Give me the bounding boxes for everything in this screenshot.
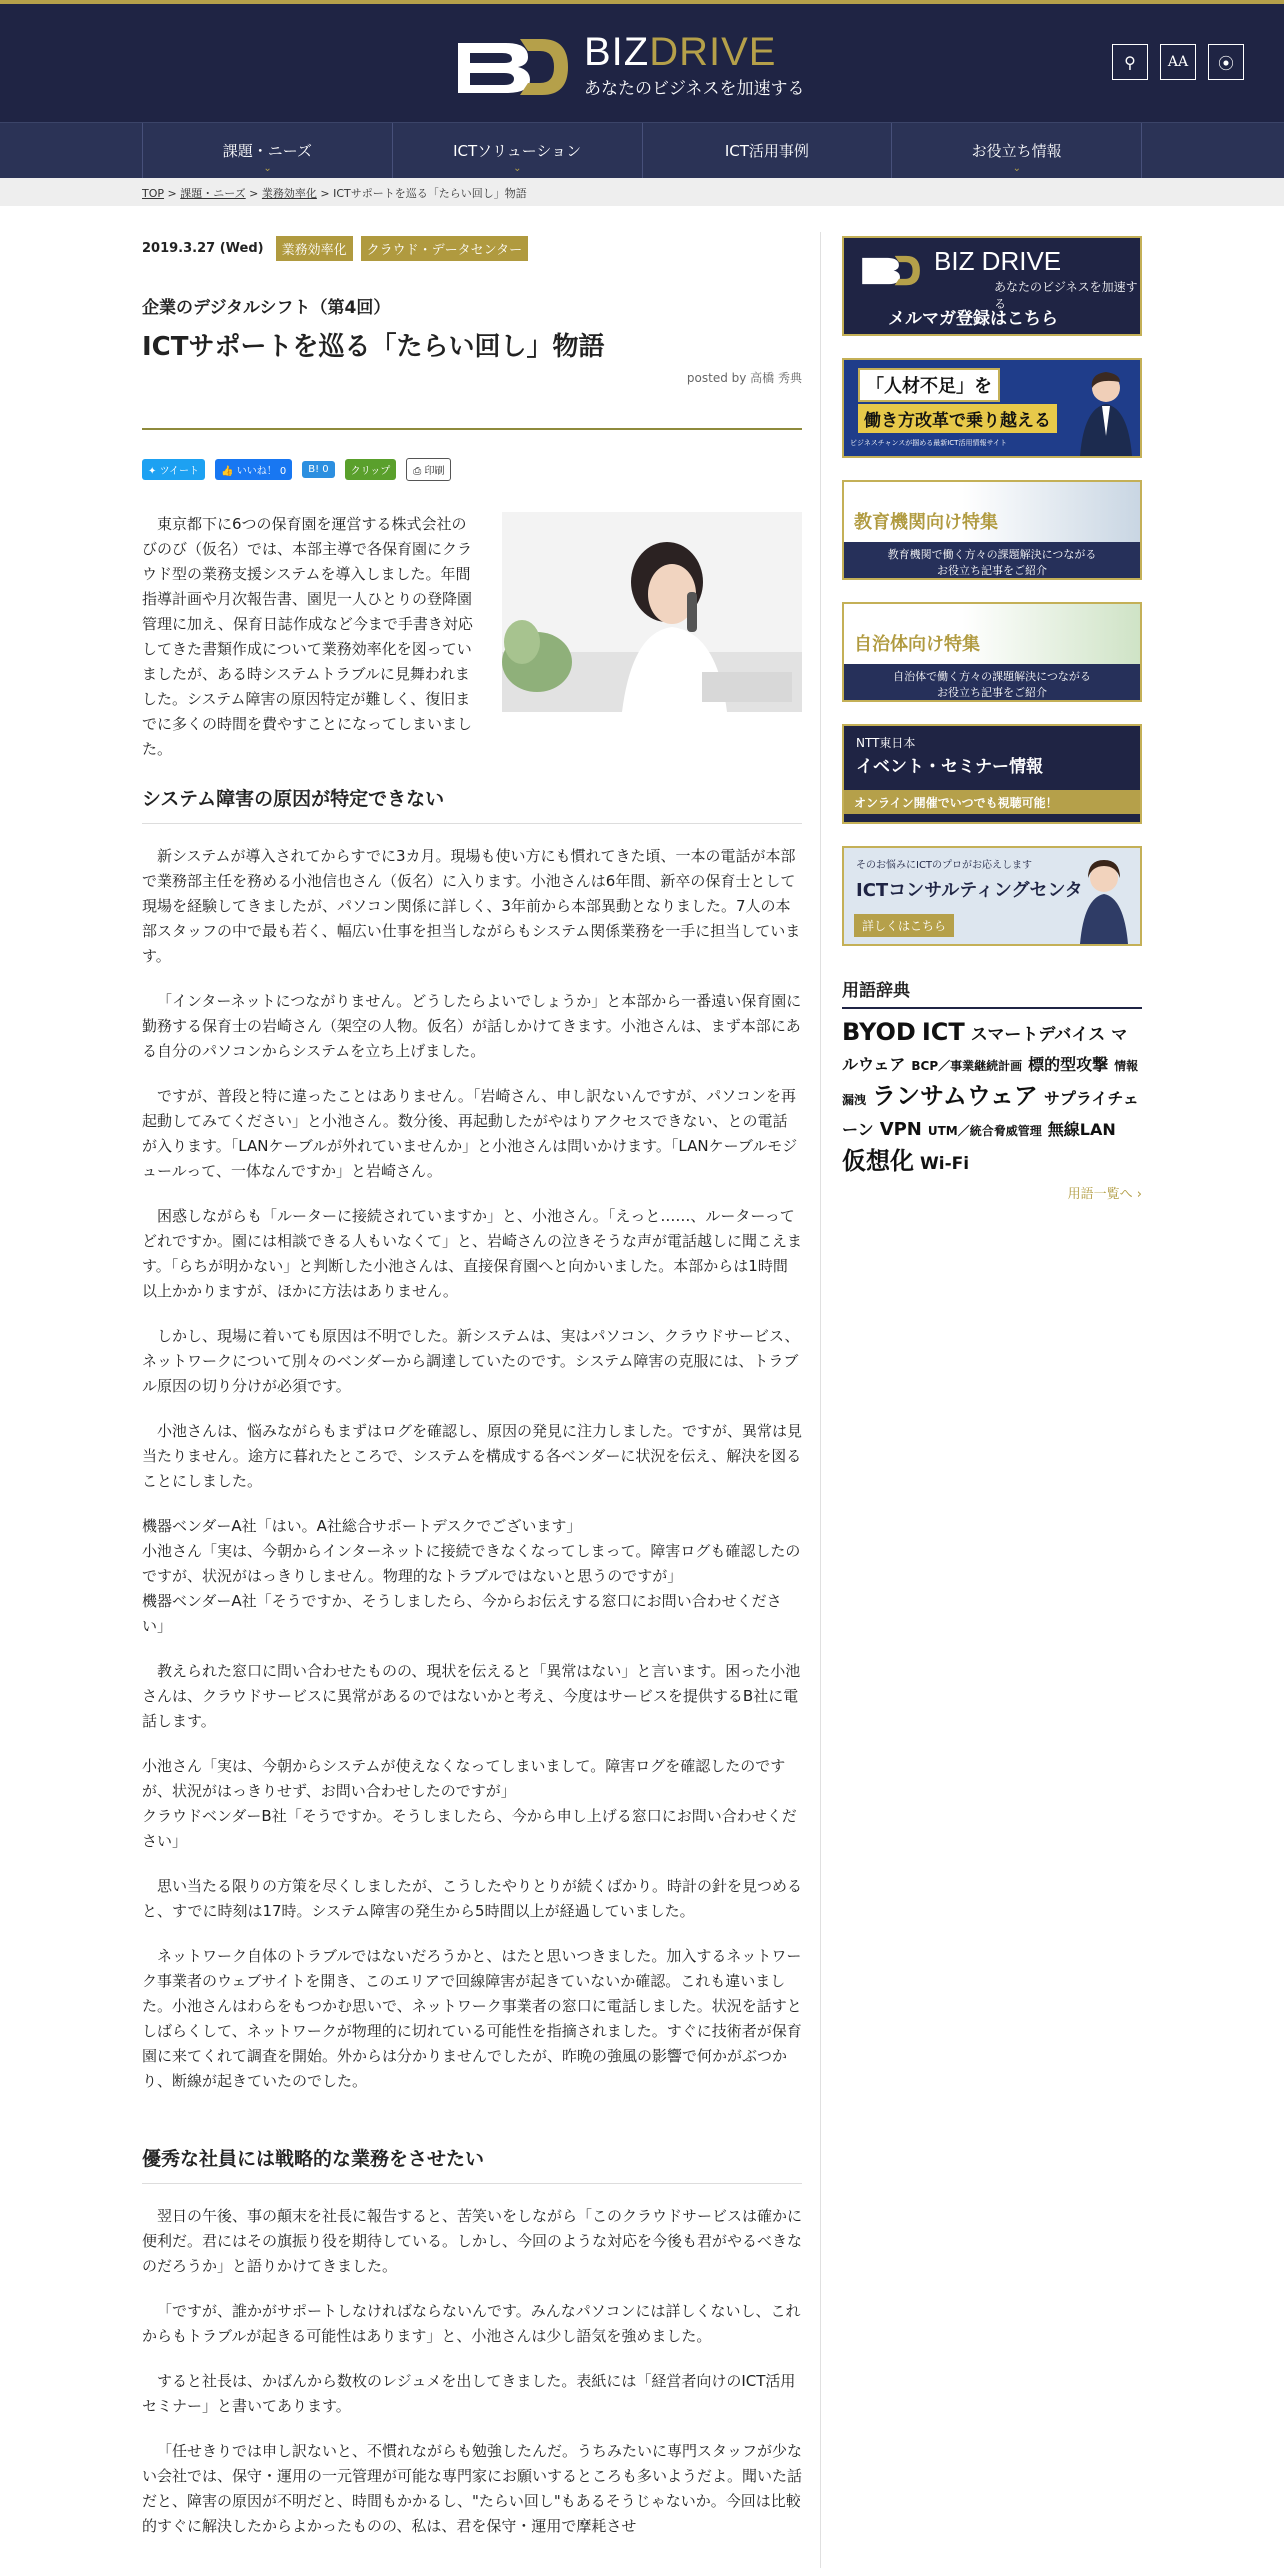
breadcrumb-current: ICTサポートを巡る「たらい回し」物語 <box>333 187 527 200</box>
printer-icon: ⎙ <box>413 465 425 477</box>
banner-line: 教育機関向け特集 <box>854 512 998 533</box>
like-button[interactable]: 👍 いいね！ 0 <box>215 459 292 480</box>
glossary-title: 用語辞典 <box>842 976 1142 1009</box>
banner-line: BIZ DRIVE <box>934 246 1062 276</box>
glossary-term[interactable]: Wi-Fi <box>920 1154 970 1174</box>
chevron-down-icon: ⌄ <box>263 163 272 174</box>
share-bar <box>142 458 802 480</box>
title-divider <box>142 428 802 430</box>
section-heading: 優秀な社員には戦略的な業務をさせたい <box>142 2144 802 2184</box>
breadcrumb-top[interactable]: TOP <box>142 187 165 200</box>
body-paragraph: ですが、普段と特に違ったことはありません。「岩崎さん、申し訳ないんですが、パソコンを再起動してみてください」と小池さん。数分後、再起動したがやはりアクセスできない、との電話が入ります。「LANケーブルが外れていませんか」と小池さんは問いかけます。「LANケーブルモジュールって、一体なんですか」と岩崎さん。 <box>142 1087 798 1180</box>
dialog-line: 小池さん「実は、今朝からシステムが使えなくなってしまいまして。障害ログを確認したのですが、状況がはっきりせず、お問い合わせしたのですが」 <box>142 1757 786 1800</box>
glossary-term[interactable]: BCP／事業継続計画 <box>911 1059 1023 1073</box>
nav-label: ICTソリューション <box>453 142 582 160</box>
banner-line: 働き方改革で乗り越える <box>858 404 1057 433</box>
article-photo <box>502 512 802 712</box>
tag-badge[interactable]: クラウド・データセンター <box>361 236 528 261</box>
global-nav <box>0 122 1284 178</box>
glossary-more-link[interactable]: 用語一覧へ › <box>1067 1187 1142 1202</box>
banner-line: あなたのビジネスを加速する <box>994 280 1138 311</box>
body-paragraph: 「インターネットにつながりません。どうしたらよいでしょうか」と本部から一番遠い保育園に勤務する保育士の岩崎さん（架空の人物。仮名）が話しかけてきます。小池さんは、まず本部にある自分のパソコンからシステムを立ち上げました。 <box>142 992 802 1060</box>
banner-line: 「人材不足」を <box>858 368 1000 402</box>
clip-button[interactable]: クリップ <box>345 459 397 480</box>
banner-workstyle[interactable] <box>842 358 1142 458</box>
body-paragraph: 新システムが導入されてからすでに3カ月。現場も使い方にも慣れてきた頃、一本の電話が本部で業務部主任を務める小池信也さん（仮名）に入ります。小池さんは6年間、新卒の保育士として現場を経験してきましたが、パソコン関係に詳しく、3年前から本部異動となりました。7人の本部スタッフの中で最も若く、幅広い仕事を担当しながらもシステム関係業務を一手に担当しています。 <box>142 847 801 965</box>
search-icon: ⚲ <box>1124 52 1136 72</box>
nav-label: 課題・ニーズ <box>222 142 312 160</box>
dialog-line: クラウドベンダーB社「そうですか。そうしましたら、今から申し上げる窓口にお問い合わせください」 <box>142 1807 797 1850</box>
twitter-icon: ✦ <box>148 465 160 477</box>
nav-label: ICT活用事例 <box>724 142 809 160</box>
nav-item-info[interactable] <box>892 123 1142 178</box>
glossary-term[interactable]: ランサムウェア <box>872 1082 1038 1110</box>
nav-item-needs[interactable] <box>143 123 393 178</box>
body-paragraph: 思い当たる限りの方策を尽くしましたが、こうしたやりとりが続くばかり。時計の針を見つめると、すでに時刻は17時。システム障害の発生から5時間以上が経過していました。 <box>142 1877 803 1920</box>
banner-line: 詳しくはこちら <box>854 914 954 937</box>
banner-line: 自治体向け特集 <box>854 634 980 655</box>
body-paragraph: 「ですが、誰かがサポートしなければならないんです。みんなパソコンには詳しくないし、これからもトラブルが起きる可能性はあります」と、小池さんは少し語気を強めました。 <box>142 2302 801 2345</box>
banner-line: イベント・セミナー情報 <box>856 757 1043 777</box>
banner-events[interactable] <box>842 724 1142 824</box>
logo-biz: BIZ <box>584 30 650 74</box>
glossary-term[interactable]: 仮想化 <box>842 1147 914 1175</box>
dialog-block <box>142 1754 802 1854</box>
banner-line: そのお悩みにICTのプロがお応えします <box>856 860 1033 871</box>
dialog-line: 小池さん「実は、今朝からインターネットに接続できなくなってしまって。障害ログも確認したのですが、状況がはっきりしません。物理的なトラブルではないと思うのですが」 <box>142 1542 801 1585</box>
glossary-term[interactable]: UTM／統合脅威管理 <box>927 1124 1042 1138</box>
thumbs-up-icon: 👍 <box>221 465 237 477</box>
banner-line: オンライン開催でいつでも視聴可能！ <box>854 796 1058 810</box>
dialog-line: 機器ベンダーA社「はい。A社総合サポートデスクでございます」 <box>142 1517 582 1535</box>
body-paragraph: ネットワーク自体のトラブルではないだろうかと、はたと思いつきました。加入するネットワーク事業者のウェブサイトを開き、このエリアで回線障害が起きていないか確認。これも違いました。小池さんはわらをもつかむ思いで、ネットワーク事業者の窓口に電話しました。状況を話すとしばらくして、ネットワークが物理的に切れている可能性を指摘されました。すぐに技術者が保育園に来てくれて調査を開始。外からは分かりませんでしたが、昨晩の強風の影響で何かがぶつかり、断線が起きていたのでした。 <box>142 1947 802 2090</box>
body-paragraph: 翌日の午後、事の顛末を社長に報告すると、苦笑いをしながら「このクラウドサービスは確かに便利だ。君にはその旗振り役を期待している。しかし、今回のような対応を今後も君がやるべきなのだろうか」と語りかけてきました。 <box>142 2207 803 2275</box>
logo-tagline: あなたのビジネスを加速する <box>584 79 805 99</box>
header-buttons <box>1112 44 1244 80</box>
author-line: posted by 高橋 秀典 <box>686 371 802 385</box>
hatena-button[interactable]: B! 0 <box>302 461 334 478</box>
breadcrumb-cat2[interactable]: 業務効率化 <box>261 187 317 200</box>
section-heading: システム障害の原因が特定できない <box>142 784 802 824</box>
chevron-down-icon: ⌄ <box>513 163 522 174</box>
search-button[interactable] <box>1112 44 1148 80</box>
nav-item-solutions[interactable] <box>393 123 643 178</box>
site-header <box>0 4 1284 122</box>
nav-item-cases[interactable] <box>643 123 893 178</box>
site-logo[interactable] <box>450 32 805 99</box>
glossary-term[interactable]: 情報漏洩 <box>842 1059 1139 1107</box>
chevron-right-icon: › <box>1136 1187 1142 1202</box>
share-icon: ⦿ <box>1217 53 1234 73</box>
sidebar <box>842 236 1142 1202</box>
banner-municipality[interactable] <box>842 602 1142 702</box>
share-button[interactable] <box>1208 44 1244 80</box>
tweet-button[interactable]: ✦ ツイート <box>142 459 205 480</box>
banner-line: メルマガ登録はこちら <box>888 309 1058 329</box>
banner-consulting[interactable] <box>842 846 1142 946</box>
banner-line: ICTコンサルティングセンタ <box>856 880 1083 901</box>
page-title: ICTサポートを巡る「たらい回し」物語 <box>142 332 605 362</box>
banner-line: NTT東日本 <box>856 736 916 750</box>
body-paragraph: すると社長は、かばんから数枚のレジュメを出してきました。表紙には「経営者向けのICT活用セミナー」と書いてあります。 <box>142 2372 796 2415</box>
banner-line: 教育機関で働く方々の課題解決につながる <box>887 548 1097 561</box>
article <box>142 232 802 2539</box>
banner-line: お役立ち記事をご紹介 <box>937 564 1047 577</box>
series-title: 企業のデジタルシフト（第4回） <box>142 298 391 318</box>
tag-badge[interactable]: 業務効率化 <box>276 236 353 261</box>
glossary-term[interactable]: サプライチェーン <box>842 1089 1139 1139</box>
banner-line: 自治体で働く方々の課題解決につながる <box>893 670 1091 683</box>
glossary-term[interactable]: 無線LAN <box>1047 1120 1116 1139</box>
banner-line: お役立ち記事をご紹介 <box>937 686 1047 699</box>
body-paragraph: 教えられた窓口に問い合わせたものの、現状を伝えると「異常はない」と言います。困った小池さんは、クラウドサービスに異常があるのではないかと考え、今度はサービスを提供するB社に電話します。 <box>142 1662 801 1730</box>
body-paragraph: しかし、現場に着いても原因は不明でした。新システムは、実はパソコン、クラウドサービス、ネットワークについて別々のベンダーから調達していたのです。システム障害の克服には、トラブル原因の切り分けが必須です。 <box>142 1327 800 1395</box>
body-paragraph: 困惑しながらも「ルーターに接続されていますか」と、小池さん。「えっと……、ルーターってどれですか。園には相談できる人もいなくて」と、岩崎さんの泣きそうな声が電話越しに聞こえます。「らちが明かない」と判断した小池さんは、直接保育園へと向かいました。本部からは1時間以上かかりますが、ほかに方法はありません。 <box>142 1207 803 1300</box>
banner-line: ビジネスチャンスが掴める最新ICT活用情報サイト <box>850 439 1007 447</box>
logo-drive: DRIVE <box>649 30 777 74</box>
glossary-term[interactable]: BYOD <box>842 1018 916 1046</box>
dialog-block <box>142 1514 802 1639</box>
nav-label: お役立ち情報 <box>971 142 1062 160</box>
body-paragraph: 小池さんは、悩みながらもまずはログを確認し、原因の発見に注力しました。ですが、異常は見当たりません。途方に暮れたところで、システムを構成する各ベンダーに状況を伝え、解決を図ることにしました。 <box>142 1422 803 1490</box>
dialog-line: 機器ベンダーA社「そうですか、そうしましたら、今からお伝えする窓口にお問い合わせください」 <box>142 1592 782 1635</box>
glossary-term[interactable]: 標的型攻撃 <box>1028 1055 1109 1074</box>
column-divider <box>820 232 821 2568</box>
banner-mailmag[interactable] <box>842 236 1142 336</box>
chevron-down-icon: ⌄ <box>1012 163 1022 174</box>
logo-mark <box>450 35 572 97</box>
breadcrumb-cat1[interactable]: 課題・ニーズ <box>180 187 246 200</box>
glossary-terms <box>842 1017 1142 1179</box>
banner-education[interactable] <box>842 480 1142 580</box>
breadcrumb: TOP > 課題・ニーズ > 業務効率化 > ICTサポートを巡る「たらい回し」物語 <box>0 178 1284 206</box>
print-button[interactable]: ⎙ 印刷 <box>406 458 451 481</box>
font-size-button[interactable] <box>1160 44 1196 80</box>
glossary-term[interactable]: マルウェア <box>842 1025 1128 1074</box>
font-size-icon: AA <box>1167 54 1189 70</box>
glossary-term[interactable]: ICT <box>921 1018 965 1046</box>
article-date: 2019.3.27 (Wed) <box>142 241 264 256</box>
glossary-term[interactable]: スマートデバイス <box>970 1025 1106 1045</box>
glossary-term[interactable]: VPN <box>879 1119 922 1140</box>
body-paragraph: 「任せきりでは申し訳ないと、不慣れながらも勉強したんだ。うちみたいに専門スタッフが少ない会社では、保守・運用の一元管理が可能な専門家にお願いするところも多いようだよ。聞いた話だと、障害の原因が不明だと、時間もかかるし、"たらい回し"もあるそうじゃないか。今回は比較的すぐに解決したからよかったものの、私は、君を保守・運用で摩耗させ <box>142 2442 803 2535</box>
intro-paragraph: 東京都下に6つの保育園を運営する株式会社のびのび（仮名）では、本部主導で各保育園にクラウド型の業務支援システムを導入しました。年間指導計画や月次報告書、園児一人ひとりの登降園管理に加え、保育日誌作成など今まで手書き対応してきた書類作成について業務効率化を図っていましたが、ある時システムトラブルに見舞われました。システム障害の原因特定が難しく、復旧までに多くの時間を費やすことになってしまいました。 <box>142 515 473 758</box>
